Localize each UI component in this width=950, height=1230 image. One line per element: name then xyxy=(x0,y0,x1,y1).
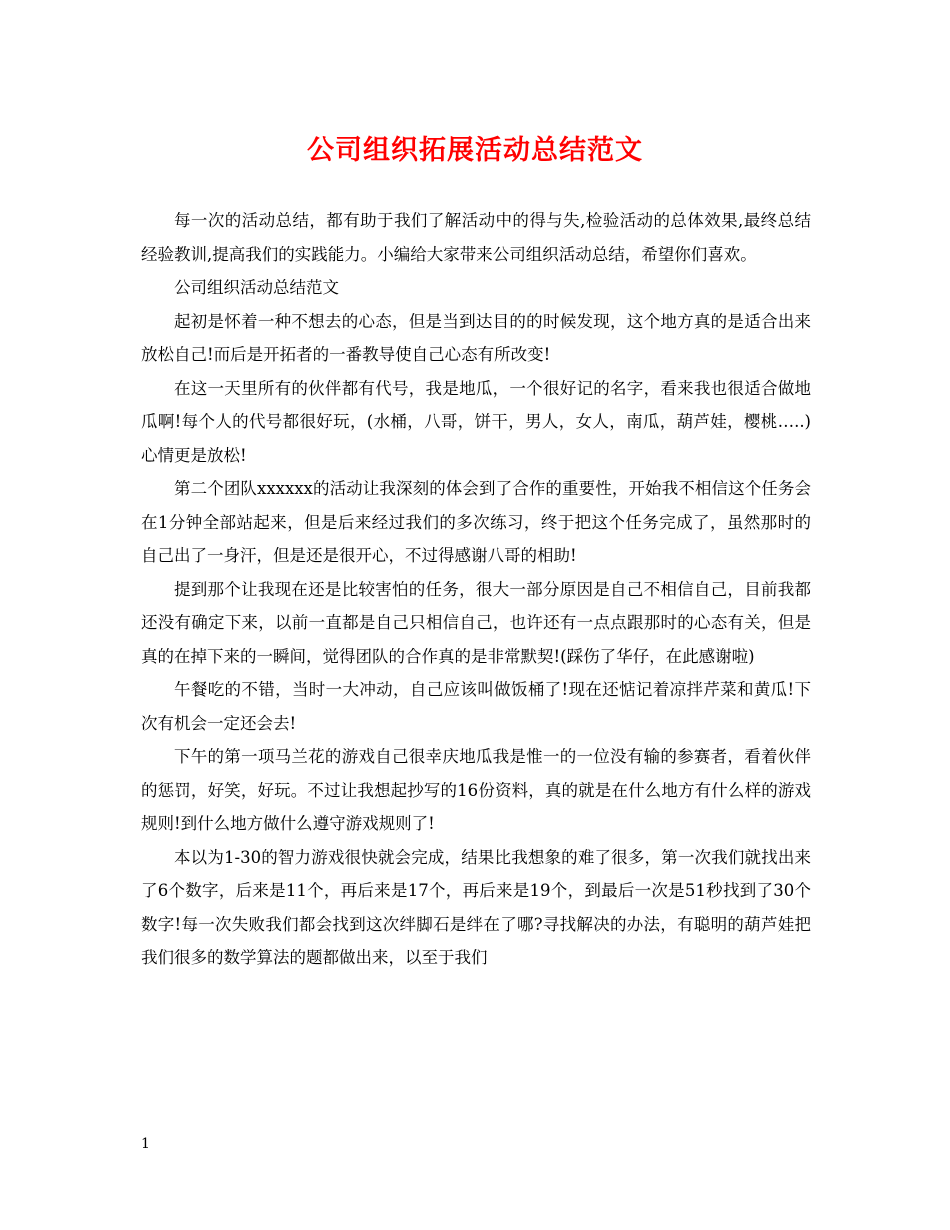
page-number: 1 xyxy=(141,1136,150,1152)
paragraph: 起初是怀着一种不想去的心态，但是当到达目的的时候发现，这个地方真的是适合出来放松自己!而后是开拓者的一番教导使自己心态有所改变! xyxy=(141,311,811,364)
paragraph-intro: 每一次的活动总结，都有助于我们了解活动中的得与失,检验活动的总体效果,最终总结经验教训,提高我们的实践能力。小编给大家带来公司组织活动总结，希望你们喜欢。 xyxy=(141,211,811,264)
paragraph: 午餐吃的不错，当时一大冲动，自己应该叫做饭桶了!现在还惦记着凉拌芹菜和黄瓜!下次有机会一定还会去! xyxy=(141,680,811,733)
paragraph-subheading: 公司组织活动总结范文 xyxy=(174,278,339,297)
document-body xyxy=(141,204,811,975)
paragraph: 本以为1-30的智力游戏很快就会完成，结果比我想象的难了很多，第一次我们就找出来了6个数字，后来是11个，再后来是17个，再后来是19个，到最后一次是51秒找到了30个数字!每一次失败我们都会找到这次绊脚石是绊在了哪?寻找解决的办法，有聪明的葫芦娃把我们很多的数学算法的题都做出来，以至于我们 xyxy=(141,847,811,967)
document-title: 公司组织拓展活动总结范文 xyxy=(307,135,643,166)
paragraph: 下午的第一项马兰花的游戏自己很幸庆地瓜我是惟一的一位没有输的参赛者，看着伙伴的惩罚，好笑，好玩。不过让我想起抄写的16份资料，真的就是在什么地方有什么样的游戏规则!到什么地方做什么遵守游戏规则了! xyxy=(141,747,811,833)
paragraph: 提到那个让我现在还是比较害怕的任务，很大一部分原因是自己不相信自己，目前我都还没有确定下来，以前一直都是自己只相信自己，也许还有一点点跟那时的心态有关，但是真的在掉下来的一瞬间，觉得团队的合作真的是非常默契!(踩伤了华仔，在此感谢啦) xyxy=(141,579,811,666)
paragraph: 在这一天里所有的伙伴都有代号，我是地瓜，一个很好记的名字，看来我也很适合做地瓜啊!每个人的代号都很好玩，(水桶，八哥，饼干，男人，女人，南瓜，葫芦娃，樱桃…..)心情更是放松! xyxy=(141,378,811,465)
paragraph: 第二个团队xxxxxx的活动让我深刻的体会到了合作的重要性，开始我不相信这个任务会在1分钟全部站起来，但是后来经过我们的多次练习，终于把这个任务完成了，虽然那时的自己出了一身汗，但是还是很开心，不过得感谢八哥的相助! xyxy=(141,479,811,565)
